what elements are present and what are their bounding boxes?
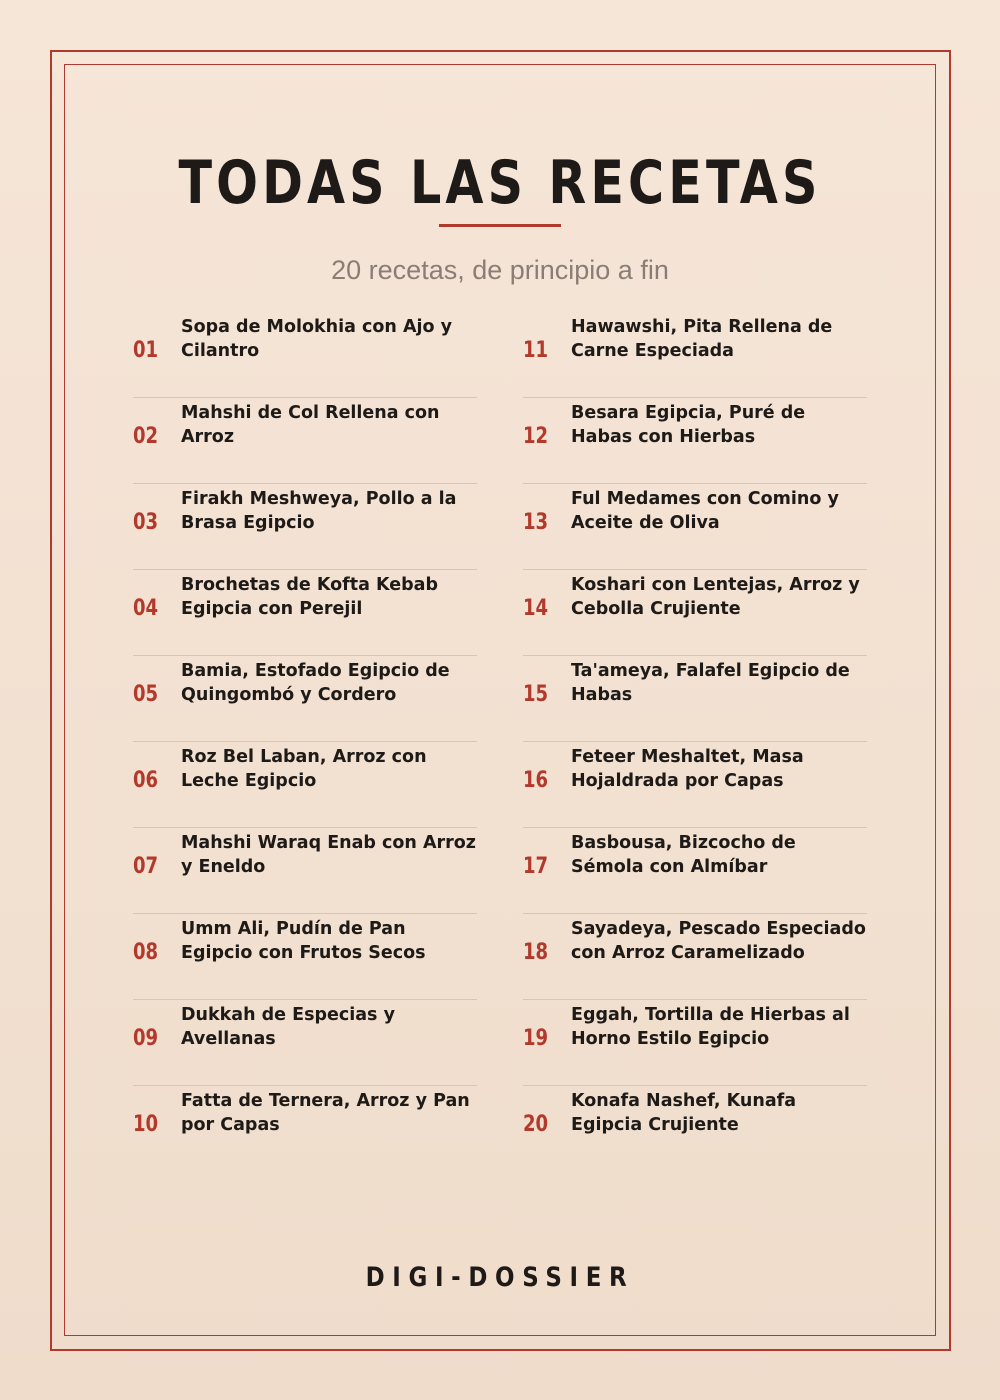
recipe-name: Brochetas de Kofta Kebab Egipcia con Perejil (181, 575, 439, 619)
recipe-item (523, 741, 867, 827)
recipe-item (133, 741, 477, 827)
recipe-name: Bamia, Estofado Egipcio de Quingombó y Cordero (181, 661, 450, 705)
recipe-item (523, 1085, 867, 1171)
recipe-number: 10 (133, 1112, 159, 1137)
recipe-number: 14 (523, 596, 549, 621)
recipe-number: 08 (133, 940, 159, 965)
recipe-item (133, 913, 477, 999)
recipe-number: 20 (523, 1112, 549, 1137)
recipe-name: Umm Ali, Pudín de Pan Egipcio con Frutos Secos (181, 919, 426, 963)
recipe-item (133, 483, 477, 569)
brand-footer: DIGI-DOSSIER (365, 1262, 635, 1293)
recipe-item (133, 1085, 477, 1171)
recipe-number: 15 (523, 682, 549, 707)
recipe-name: Ful Medames con Comino y Aceite de Oliva (571, 489, 839, 533)
title-underline (439, 224, 561, 227)
recipe-name: Feteer Meshaltet, Masa Hojaldrada por Capas (571, 747, 804, 791)
recipe-number: 01 (133, 338, 159, 363)
recipe-name: Konafa Nashef, Kunafa Egipcia Crujiente (571, 1091, 797, 1135)
recipe-number: 06 (133, 768, 159, 793)
recipe-item (133, 827, 477, 913)
recipe-item (523, 569, 867, 655)
recipe-number: 11 (523, 338, 549, 363)
recipe-number: 04 (133, 596, 159, 621)
recipe-name: Hawawshi, Pita Rellena de Carne Especiada (571, 317, 833, 361)
recipe-column-left (133, 311, 477, 1171)
page-subtitle: 20 recetas, de principio a fin (331, 255, 669, 285)
recipe-name: Fatta de Ternera, Arroz y Pan por Capas (181, 1091, 470, 1135)
recipe-item (133, 397, 477, 483)
recipe-number: 17 (523, 854, 549, 879)
recipe-column-right (523, 311, 867, 1171)
recipe-name: Roz Bel Laban, Arroz con Leche Egipcio (181, 747, 427, 791)
recipe-name: Koshari con Lentejas, Arroz y Cebolla Crujiente (571, 575, 860, 619)
recipe-number: 19 (523, 1026, 549, 1051)
recipe-number: 16 (523, 768, 549, 793)
recipe-item (133, 569, 477, 655)
recipe-number: 18 (523, 940, 549, 965)
recipe-number: 07 (133, 854, 159, 879)
recipe-item (523, 655, 867, 741)
recipe-name: Firakh Meshweya, Pollo a la Brasa Egipcio (181, 489, 457, 533)
recipe-name: Eggah, Tortilla de Hierbas al Horno Estilo Egipcio (571, 1005, 850, 1049)
recipe-name: Ta'ameya, Falafel Egipcio de Habas (571, 661, 850, 705)
recipe-item (523, 913, 867, 999)
recipe-name: Sayadeya, Pescado Especiado con Arroz Caramelizado (571, 919, 866, 963)
recipe-name: Sopa de Molokhia con Ajo y Cilantro (181, 317, 453, 361)
recipe-name: Basbousa, Bizcocho de Sémola con Almíbar (571, 833, 796, 877)
recipe-number: 05 (133, 682, 159, 707)
recipe-number: 13 (523, 510, 549, 535)
recipe-name: Dukkah de Especias y Avellanas (181, 1005, 395, 1049)
recipe-number: 03 (133, 510, 159, 535)
recipe-item (523, 999, 867, 1085)
recipe-number: 02 (133, 424, 159, 449)
recipe-number: 09 (133, 1026, 159, 1051)
recipe-item (523, 827, 867, 913)
recipe-name: Besara Egipcia, Puré de Habas con Hierbas (571, 403, 806, 447)
recipe-item (133, 311, 477, 397)
recipe-number: 12 (523, 424, 549, 449)
recipe-name: Mahshi Waraq Enab con Arroz y Eneldo (181, 833, 476, 877)
page-title: TODAS LAS RECETAS (178, 148, 822, 218)
recipe-item (523, 311, 867, 397)
recipe-item (133, 999, 477, 1085)
recipe-item (523, 483, 867, 569)
recipe-item (523, 397, 867, 483)
recipe-item (133, 655, 477, 741)
recipe-name: Mahshi de Col Rellena con Arroz (181, 403, 440, 447)
